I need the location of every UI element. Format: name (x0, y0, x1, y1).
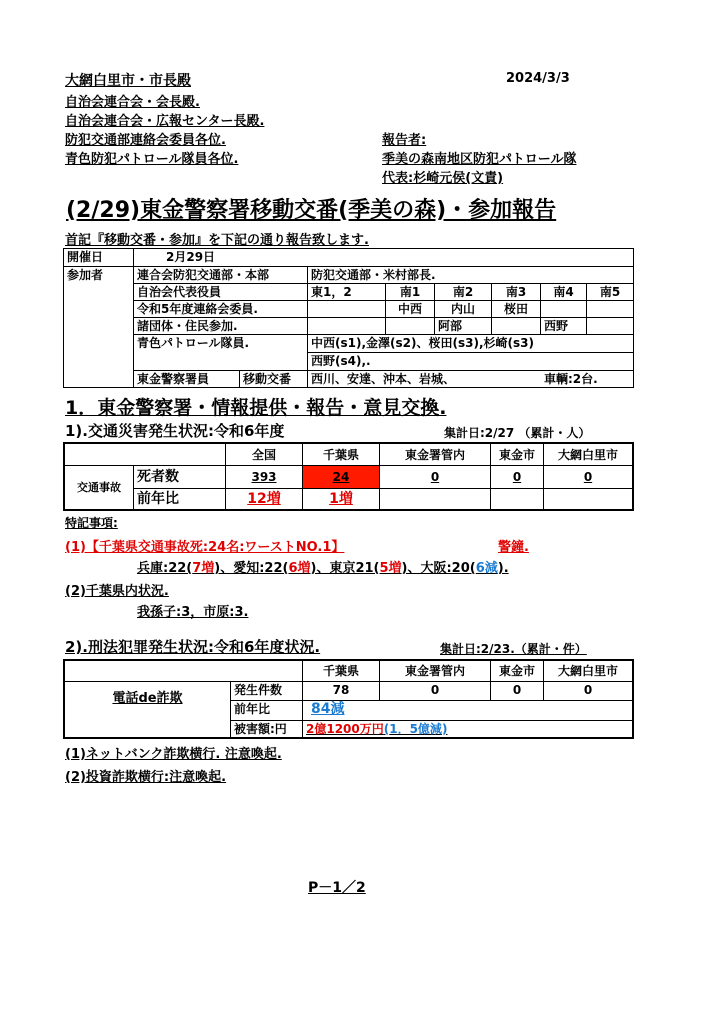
section2-note: 集計日:2/23.（累計・件） (440, 642, 587, 656)
org-hq: 連合会防犯交通部・本部 (133, 266, 308, 284)
detail-text: )、東京21( (310, 561, 380, 576)
deaths-oamishirasato: 0 (543, 465, 634, 489)
col-chiba: 千葉県 (302, 659, 380, 682)
area-header: 南1 (385, 283, 435, 301)
area-member: 桜田 (491, 300, 541, 318)
area-member (491, 317, 541, 335)
yoy-label: 前年比 (133, 488, 226, 511)
area-member (307, 300, 386, 318)
detail-increase: 7増 (192, 561, 215, 576)
area-member (586, 317, 634, 335)
note1-alert: 警鐘. (498, 540, 529, 555)
area-member (540, 300, 587, 318)
vehicles: 車輌:2台. (544, 372, 598, 386)
section1-sub: 1).交通災害発生状況:令和6年度 (65, 422, 285, 440)
participants-label: 参加者 (63, 266, 134, 388)
area-header: 南5 (586, 283, 634, 301)
col-national: 全国 (225, 442, 303, 466)
area-member: 阿部 (434, 317, 492, 335)
police-officers: 西川、安達、沖本、岩城、 (311, 372, 456, 386)
section2-sub: 2).刑法犯罪発生状況:令和6年度状況. (65, 638, 321, 656)
row-committee: 令和5年度連絡会委員. (133, 300, 308, 318)
damage-label: 被害額:円 (230, 720, 303, 739)
cases-chiba: 78 (302, 681, 380, 701)
col-togane-district: 東金署管内 (379, 442, 491, 466)
yoy-national: 12増 (225, 488, 303, 511)
reporter-label: 報告者: (382, 133, 427, 148)
detail-increase: 5増 (379, 561, 402, 576)
area-member: 西野 (540, 317, 587, 335)
row-representatives: 自治会代表役員 (133, 283, 308, 301)
area-header: 東1，2 (307, 283, 386, 301)
detail-text: )、愛知:22( (214, 561, 289, 576)
area-header: 南4 (540, 283, 587, 301)
damage-paren: ) (441, 722, 448, 736)
col-togane-city: 東金市 (490, 442, 544, 466)
col-oamishirasato: 大網白里市 (543, 442, 634, 466)
detail-increase: 6増 (288, 561, 311, 576)
area-member (307, 317, 386, 335)
cases-district: 0 (379, 681, 491, 701)
section1-heading: 1．東金警察署・情報提供・報告・意見交換. (65, 397, 447, 419)
org-hq-person: 防犯交通部・米村部長. (307, 266, 634, 284)
deaths-chiba: 24 (302, 465, 380, 489)
crime-group: 電話de詐欺 (63, 681, 231, 739)
recipient-patrol: 青色防犯パトロール隊員各位. (65, 152, 239, 167)
row-residents: 諸団体・住民参加. (133, 317, 308, 335)
cases-label: 発生件数 (230, 681, 303, 701)
area-header: 南3 (491, 283, 541, 301)
col-togane-city: 東金市 (490, 659, 544, 682)
area-member (586, 300, 634, 318)
deaths-label: 死者数 (133, 465, 226, 489)
crime-note1: (1)ネットバンク詐欺横行. 注意喚起. (65, 747, 282, 762)
area-member: 内山 (434, 300, 492, 318)
recipient-pr: 自治会連合会・広報センター長殿. (65, 114, 265, 129)
cases-oamishirasato: 0 (543, 681, 634, 701)
yoy-district (379, 488, 491, 511)
police-members (307, 370, 634, 388)
section1-note: 集計日:2/27 （累計・人） (444, 426, 591, 440)
deaths-district: 0 (379, 465, 491, 489)
area-member: 中西 (385, 300, 435, 318)
note1: (1)【千葉県交通事故死:24名:ワーストNO.1】 (65, 540, 345, 555)
detail-text: 兵庫:22( (137, 561, 193, 576)
area-member (385, 317, 435, 335)
recipient-committee: 防犯交通部連絡会委員各位. (65, 133, 226, 148)
yoy-oamishirasato (543, 488, 634, 511)
damage-paren: ( (383, 722, 390, 736)
crime-corner (63, 659, 303, 682)
note2: (2)千葉県内状況. (65, 584, 169, 599)
report-date: 2024/3/3 (506, 71, 570, 86)
row-police: 東金警察署員 (133, 370, 240, 388)
detail-decrease: 6減 (475, 561, 498, 576)
date-label: 開催日 (63, 248, 134, 267)
yoy-chiba: 1増 (302, 488, 380, 511)
row-patrol: 青色パトロール隊員. (133, 334, 308, 371)
col-oamishirasato: 大網白里市 (543, 659, 634, 682)
patrol-members: 中西(s1),金澤(s2)、桜田(s3),杉崎(s3) (307, 334, 634, 353)
area-header: 南2 (434, 283, 492, 301)
crime-note2: (2)投資詐欺横行:注意喚起. (65, 770, 227, 785)
note2-detail: 我孫子:3，市原:3. (137, 605, 249, 620)
detail-text: )、大阪:20( (401, 561, 476, 576)
damage-change: 1．5億減 (389, 722, 442, 736)
intro-text: 首記『移動交番・参加』を下記の通り報告致します. (65, 233, 369, 248)
crime-yoy-value: 84減 (302, 700, 634, 721)
col-togane-district: 東金署管内 (379, 659, 491, 682)
traffic-corner (63, 442, 226, 466)
col-chiba: 千葉県 (302, 442, 380, 466)
recipient-mayor: 大網白里市・市長殿 (65, 73, 191, 89)
page-title: (2/29)東金警察署移動交番(季美の森)・参加報告 (66, 198, 557, 223)
note1-detail (137, 557, 509, 576)
deaths-national: 393 (225, 465, 303, 489)
cases-togane: 0 (490, 681, 544, 701)
deaths-togane: 0 (490, 465, 544, 489)
damage-value (302, 720, 634, 739)
reporter-rep: 代表:杉崎元侯(文責) (382, 171, 504, 186)
yoy-togane (490, 488, 544, 511)
detail-text: ). (497, 561, 509, 576)
mobile-koban: 移動交番 (239, 370, 308, 388)
recipient-chair: 自治会連合会・会長殿. (65, 95, 200, 110)
damage-amount: 2億1200万円 (306, 722, 384, 736)
date-value: 2月29日 (133, 248, 634, 267)
notes-label: 特記事項: (65, 516, 118, 530)
patrol-members-2: 西野(s4),. (307, 352, 634, 371)
reporter-org: 季美の森南地区防犯パトロール隊 (382, 152, 577, 167)
traffic-group: 交通事故 (63, 465, 134, 511)
crime-yoy-label: 前年比 (230, 700, 303, 721)
page-number: P－1／2 (308, 880, 366, 896)
